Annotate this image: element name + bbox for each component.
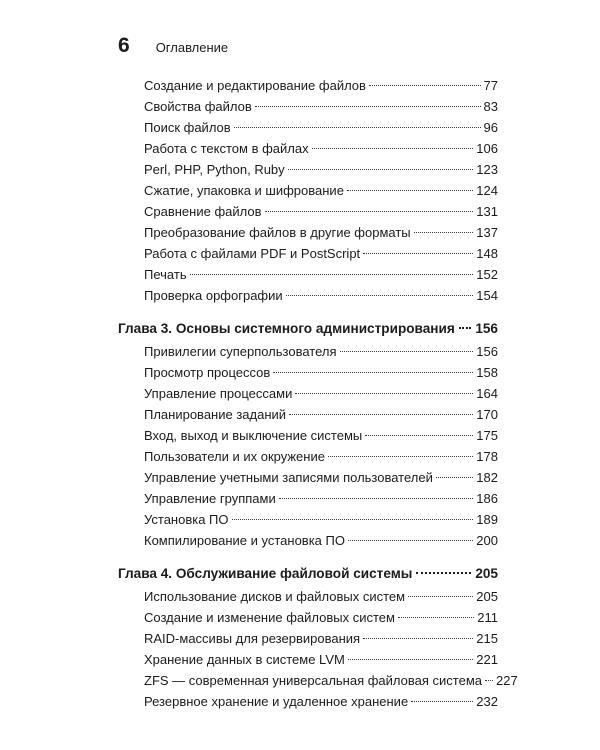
toc-entry-page: 189 (476, 512, 498, 527)
dot-leader (347, 190, 473, 191)
toc-chapter-heading[interactable] (118, 564, 498, 584)
toc-entry-page: 106 (476, 141, 498, 156)
toc-entry-page: 170 (476, 407, 498, 422)
toc-entry-page: 124 (476, 183, 498, 198)
toc-entry[interactable] (144, 468, 498, 488)
dot-leader (289, 414, 473, 415)
toc-entry-page: 227 (496, 673, 518, 688)
dot-leader (411, 701, 473, 702)
toc-chapter-title: Глава 3. Основы системного администрирования (118, 321, 455, 336)
toc-entry-page: 154 (476, 288, 498, 303)
toc-entry[interactable] (144, 510, 498, 530)
dot-leader (365, 435, 473, 436)
dot-leader (234, 127, 481, 128)
toc-entry[interactable] (144, 202, 498, 222)
toc-entry[interactable] (144, 181, 498, 201)
toc-entry-page: 200 (476, 533, 498, 548)
toc-entry-title: Преобразование файлов в другие форматы (144, 225, 411, 240)
toc-entry-page: 83 (483, 99, 498, 114)
dot-leader (328, 456, 473, 457)
toc-entry-page: 215 (476, 631, 498, 646)
toc-entry[interactable] (144, 405, 498, 425)
toc-entry-title: Пользователи и их окружение (144, 449, 325, 464)
dot-leader (273, 372, 473, 373)
toc-entry[interactable] (144, 489, 498, 509)
dot-leader (286, 295, 474, 296)
toc-entry-title: Планирование заданий (144, 407, 287, 422)
toc-entry-page: 178 (476, 449, 498, 464)
running-head: Оглавление (155, 40, 229, 55)
toc-entry-title: Привилегии суперпользователя (144, 344, 337, 359)
toc-entry[interactable] (144, 608, 498, 628)
toc-entry-title: Работа с текстом в файлах (144, 141, 309, 156)
toc-chapter-page: 156 (475, 321, 498, 336)
toc-entry[interactable] (144, 97, 498, 117)
toc-entry-title: Управление учетными записями пользователей (144, 470, 433, 485)
toc-chapter-heading[interactable] (118, 319, 498, 339)
toc-chapter-page: 205 (475, 566, 498, 581)
toc-entry[interactable] (144, 692, 498, 712)
dot-leader (340, 351, 474, 352)
dot-leader (369, 85, 481, 86)
toc-entry-title: Создание и редактирование файлов (144, 78, 366, 93)
toc-entry-title: Печать (144, 267, 187, 282)
toc-entry-page: 182 (476, 470, 498, 485)
toc-entry[interactable] (144, 286, 498, 306)
dot-leader (459, 327, 472, 329)
toc-entry[interactable] (144, 118, 498, 138)
toc-entry[interactable] (144, 531, 498, 551)
toc-entry-page: 123 (476, 162, 498, 177)
toc-entry[interactable] (144, 363, 498, 383)
toc-entry-title: Использование дисков и файловых систем (144, 589, 406, 604)
toc-entry[interactable] (144, 426, 498, 446)
dot-leader (348, 540, 473, 541)
dot-leader (408, 596, 473, 597)
dot-leader (295, 393, 473, 394)
toc-entry[interactable] (144, 629, 498, 649)
page-number: 6 (118, 34, 130, 57)
dot-leader (232, 519, 474, 520)
toc-entry-page: 175 (476, 428, 498, 443)
toc-entry[interactable] (144, 447, 498, 467)
toc-entry-title: Хранение данных в системе LVM (144, 652, 345, 667)
toc-entry-page: 96 (483, 120, 498, 135)
toc-entry-page: 152 (476, 267, 498, 282)
toc-entry-title: Сравнение файлов (144, 204, 262, 219)
toc-entry-page: 131 (476, 204, 498, 219)
toc-entry-title: RAID-массивы для резервирования (144, 631, 361, 646)
toc-entry-page: 148 (476, 246, 498, 261)
toc-entry[interactable] (144, 244, 498, 264)
toc-entry-page: 221 (476, 652, 498, 667)
dot-leader (363, 253, 473, 254)
dot-leader (348, 659, 473, 660)
dot-leader (416, 572, 471, 574)
toc-entry[interactable] (144, 342, 498, 362)
toc-entry-title: Поиск файлов (144, 120, 231, 135)
toc-entry[interactable] (144, 384, 498, 404)
dot-leader (255, 106, 481, 107)
toc-entry-page: 158 (476, 365, 498, 380)
toc-entry-title: Perl, PHP, Python, Ruby (144, 162, 285, 177)
toc-entry-title: Вход, выход и выключение системы (144, 428, 363, 443)
toc-entry[interactable] (144, 139, 498, 159)
dot-leader (485, 680, 493, 681)
toc-entry-title: Сжатие, упаковка и шифрование (144, 183, 344, 198)
toc-entry[interactable] (144, 76, 498, 96)
dot-leader (414, 232, 474, 233)
toc-entry-page: 211 (477, 610, 498, 625)
toc-entry-title: ZFS — современная универсальная файловая система (144, 673, 482, 688)
toc-chapter-title: Глава 4. Обслуживание файловой системы (118, 566, 413, 581)
toc-entry-page: 137 (476, 225, 498, 240)
toc-entry-page: 186 (476, 491, 498, 506)
toc-entry-title: Управление группами (144, 491, 276, 506)
toc-entry[interactable] (144, 650, 498, 670)
dot-leader (312, 148, 474, 149)
dot-leader (398, 617, 474, 618)
toc-entry-page: 232 (476, 694, 498, 709)
toc-entry-title: Резервное хранение и удаленное хранение (144, 694, 409, 709)
toc-entry[interactable] (144, 160, 498, 180)
dot-leader (279, 498, 474, 499)
toc-entry-title: Установка ПО (144, 512, 229, 527)
toc-entry-title: Компилирование и установка ПО (144, 533, 345, 548)
toc-entry-title: Создание и изменение файловых систем (144, 610, 395, 625)
toc-entry[interactable] (144, 671, 518, 691)
dot-leader (436, 477, 473, 478)
toc-entry-title: Просмотр процессов (144, 365, 271, 380)
dot-leader (190, 274, 474, 275)
dot-leader (288, 169, 474, 170)
toc-entry-title: Проверка орфографии (144, 288, 283, 303)
toc-entry-page: 77 (483, 78, 498, 93)
dot-leader (265, 211, 474, 212)
toc-entry[interactable] (144, 265, 498, 285)
toc-entry-page: 156 (476, 344, 498, 359)
dot-leader (363, 638, 473, 639)
page-header (118, 34, 228, 58)
toc-entry[interactable] (144, 223, 498, 243)
toc-entry-title: Свойства файлов (144, 99, 252, 114)
toc-entry[interactable] (144, 587, 498, 607)
toc-entry-page: 164 (476, 386, 498, 401)
toc-entry-page: 205 (476, 589, 498, 604)
toc-entry-title: Работа с файлами PDF и PostScript (144, 246, 361, 261)
toc-entry-title: Управление процессами (144, 386, 293, 401)
